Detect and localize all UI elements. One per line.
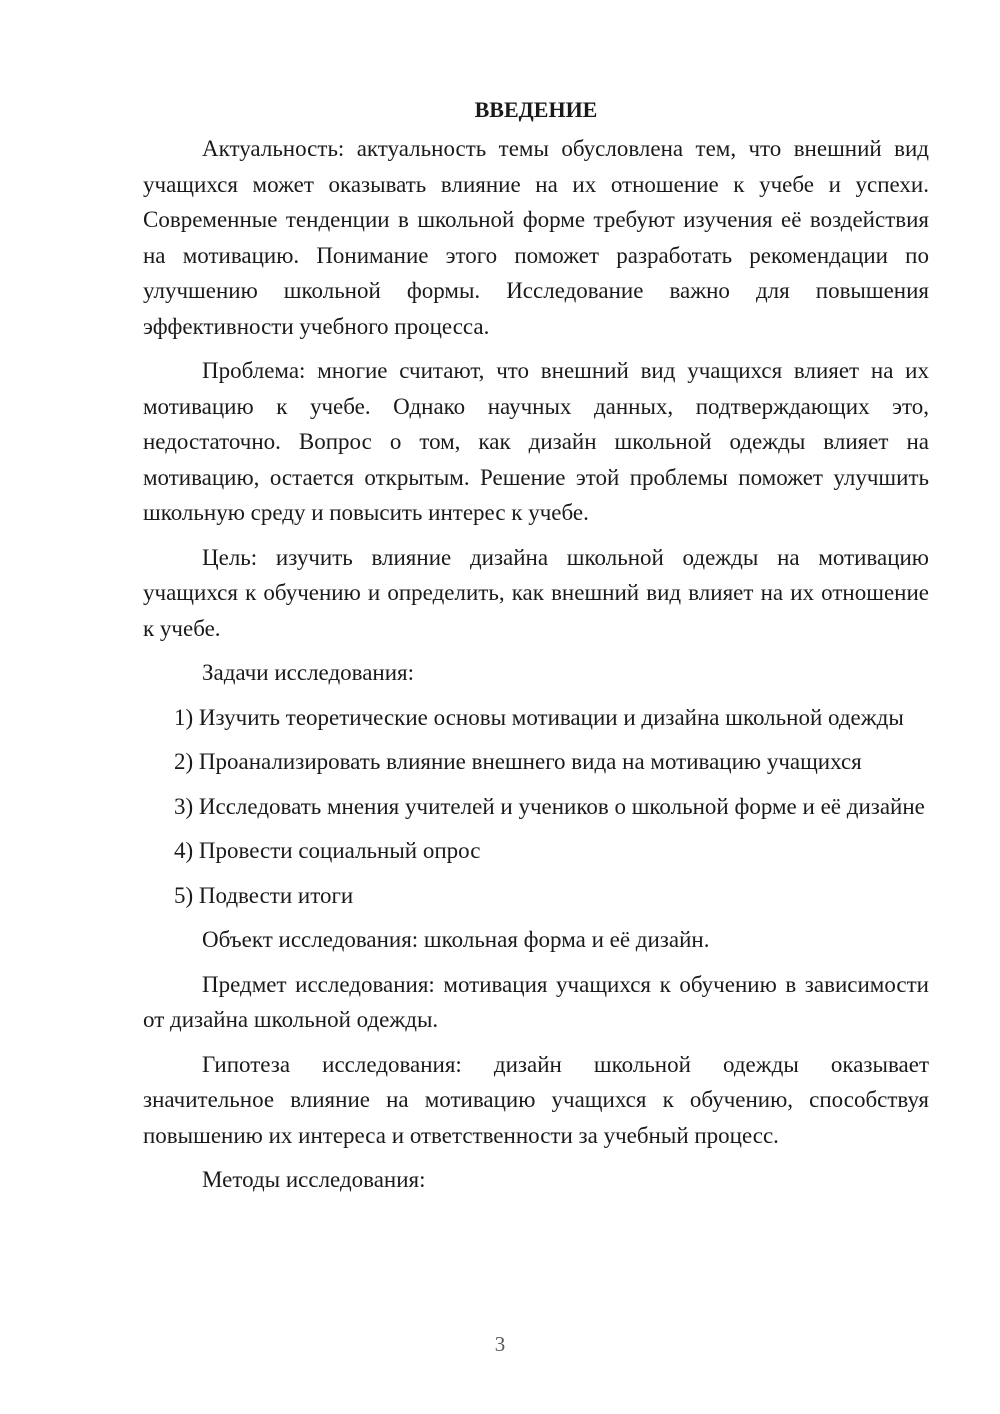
list-item: 5) Подвести итоги: [174, 882, 354, 908]
page-number: 3: [494, 1332, 506, 1356]
page-content: [143, 92, 929, 1207]
subject-paragraph: Предмет исследования: мотивация учащихся к обучению в зависимости от дизайна школьной одежды.: [143, 971, 929, 1032]
methods-heading: Методы исследования:: [202, 1167, 426, 1192]
list-item: 1) Изучить теоретические основы мотивации и дизайна школьной одежды: [174, 704, 904, 730]
hypothesis-paragraph: Гипотеза исследования: дизайн школьной одежды оказывает значительное влияние на мотивацию учащихся к обучению, способствуя повышению их интереса и ответственности за учебный процесс.: [143, 1051, 929, 1148]
page-title: ВВЕДЕНИЕ: [474, 97, 598, 122]
list-item: 4) Провести социальный опрос: [174, 838, 481, 863]
goal-paragraph: Цель: изучить влияние дизайна школьной одежды на мотивацию учащихся к обучению и определить, как внешний вид влияет на их отношение к учебе.: [143, 544, 929, 641]
tasks-list: [143, 700, 929, 914]
tasks-heading: Задачи исследования:: [202, 660, 415, 685]
list-item: 2) Проанализировать влияние внешнего вида на мотивацию учащихся: [174, 749, 862, 774]
problem-paragraph: Проблема: многие считают, что внешний вид учащихся влияет на их мотивацию к учебе. Однако научных данных, подтверждающих это, недостаточно. Вопрос о том, как дизайн школьной одежды влияет на мотивацию, остается открытым. Решение этой проблемы поможет улучшить школьную среду и повысить интерес к учебе.: [143, 358, 929, 525]
list-item: 3) Исследовать мнения учителей и учеников о школьной форме и её дизайне: [174, 793, 925, 819]
relevance-paragraph: Актуальность: актуальность темы обусловлена тем, что внешний вид учащихся может оказывать влияние на их отношение к учебе и успехи. Современные тенденции в школьной форме требуют изучения её воздействия на мотивацию. Понимание этого поможет разработать рекомендации по улучшению школьной формы. Исследование важно для повышения эффективности учебного процесса.: [143, 136, 929, 339]
object-paragraph: Объект исследования: школьная форма и её дизайн.: [202, 927, 710, 952]
